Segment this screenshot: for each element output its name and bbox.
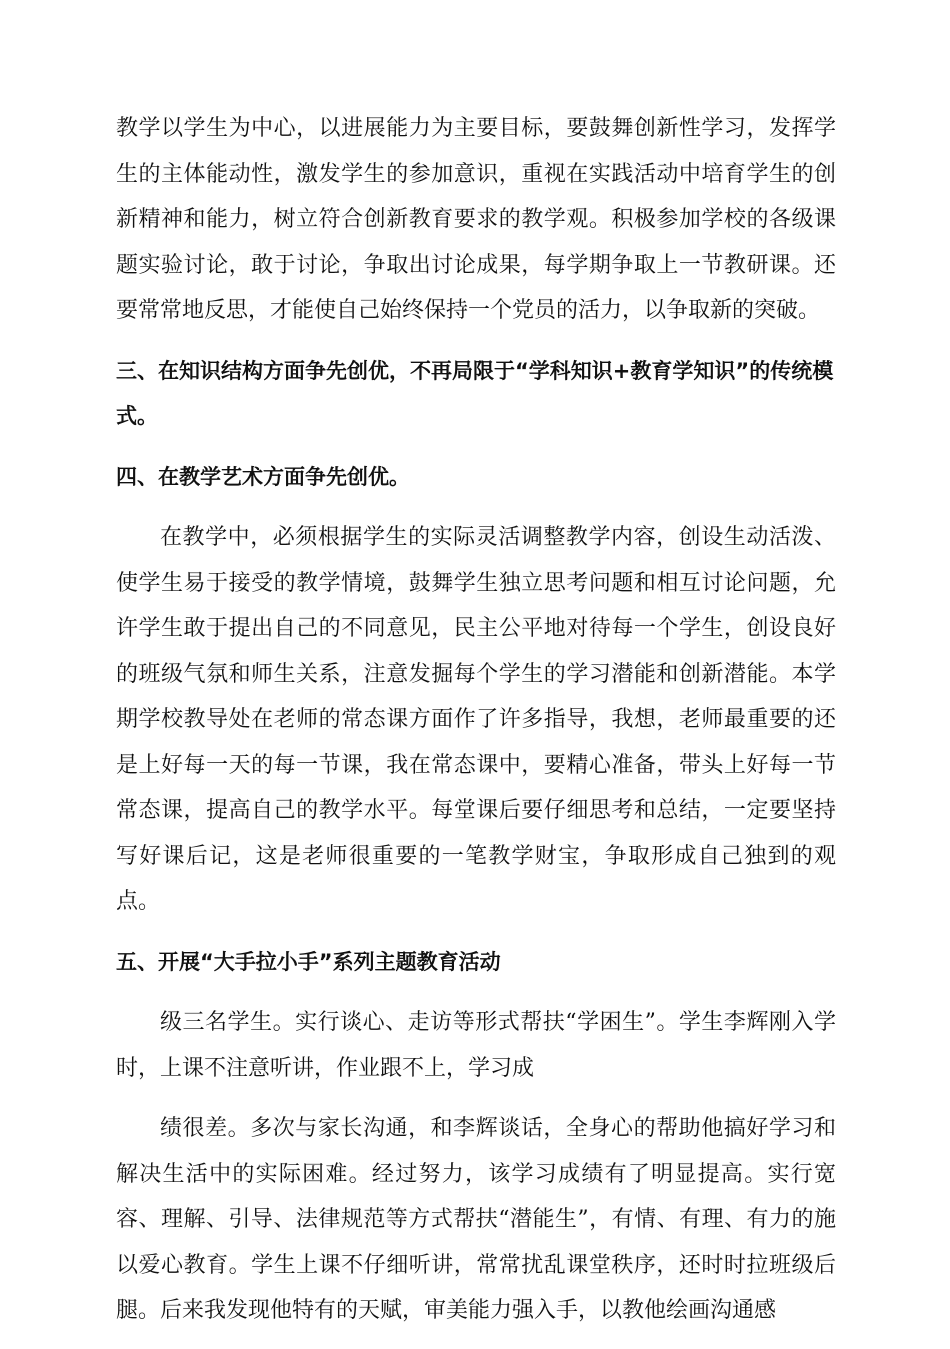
section-heading-4: 四、在教学艺术方面争先创优。 — [116, 464, 410, 489]
section-heading-5: 五、开展“大手拉小手”系列主题教育活动 — [116, 949, 501, 974]
document-body — [116, 106, 836, 1349]
body-paragraph-3: 级三名学生。实行谈心、走访等形式帮扶“学困生”。学生李辉刚入学时，上课不注意听讲，作业跟不上，学习成 — [116, 1010, 836, 1081]
section-heading-3: 三、在知识结构方面争先创优，不再局限于“学科知识+教育学知识”的传统模式。 — [116, 358, 834, 428]
body-paragraph-1: 教学以学生为中心，以进展能力为主要目标，要鼓舞创新性学习，发挥学生的主体能动性，激发学生的参加意识，重视在实践活动中培育学生的创新精神和能力，树立符合创新教育要求的教学观。积极参加学校的各级课题实验讨论，敢于讨论，争取出讨论成果，每学期争取上一节教研课。还要常常地反思，才能使自己始终保持一个党员的活力，以争取新的突破。 — [116, 116, 836, 323]
body-paragraph-2: 在教学中，必须根据学生的实际灵活调整教学内容，创设生动活泼、使学生易于接受的教学情境，鼓舞学生独立思考问题和相互讨论问题，允许学生敢于提出自己的不同意见，民主公平地对待每一个学生，创设良好的班级气氛和师生关系，注意发掘每个学生的学习潜能和创新潜能。本学期学校教导处在老师的常态课方面作了许多指导，我想，老师最重要的还是上好每一天的每一节课，我在常态课中，要精心准备，带头上好每一节常态课，提高自己的教学水平。每堂课后要仔细思考和总结，一定要坚持写好课后记，这是老师很重要的一笔教学财宝，争取形成自己独到的观点。 — [116, 525, 836, 914]
body-paragraph-4: 绩很差。多次与家长沟通，和李辉谈话，全身心的帮助他搞好学习和解决生活中的实际困难。经过努力，该学习成绩有了明显提高。实行宽容、理解、引导、法律规范等方式帮扶“潜能生”，有情、有理、有力的施以爱心教育。学生上课不仔细听讲，常常扰乱课堂秩序，还时时拉班级后腿。后来我发现他特有的天赋，审美能力强入手，以教他绘画沟通感 — [116, 1116, 836, 1323]
